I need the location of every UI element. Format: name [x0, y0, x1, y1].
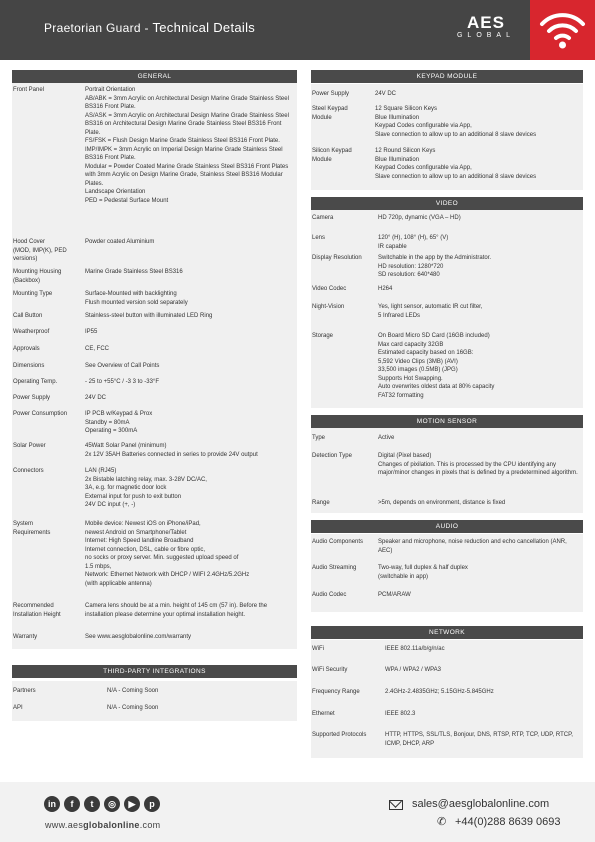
- website-prefix: www.aes: [45, 820, 84, 830]
- spec-label: API: [13, 705, 23, 711]
- spec-value: See www.aesglobalonline.com/warranty: [85, 634, 192, 640]
- spec-value: Two-way, full duplex & half duplex (switchable in app): [378, 565, 468, 580]
- spec-label: Steel Keypad Module: [312, 106, 348, 121]
- spec-value: IP55: [85, 329, 98, 335]
- spec-label: Weatherproof: [13, 329, 50, 335]
- spec-label: Audio Codec: [312, 592, 347, 598]
- logo-main-text: AES: [467, 13, 505, 32]
- doc-title: Technical Details: [152, 20, 256, 35]
- pinterest-icon[interactable]: p: [144, 796, 160, 812]
- spec-value: H264: [378, 286, 393, 292]
- spec-label: Partners: [13, 688, 36, 694]
- spec-value: 45Watt Solar Panel (minimum) 2x 12V 35AH Batteries connected in series to provide 24V output: [85, 443, 258, 458]
- mail-icon: [389, 800, 403, 810]
- title-separator: -: [140, 21, 153, 35]
- spec-value: - 25 to +55°C / -3 3 to -33°F: [85, 379, 160, 385]
- spec-label: Hood Cover (MOD, IMP(K), PED versions): [13, 239, 67, 262]
- spec-label: Connectors: [13, 468, 44, 474]
- spec-label: Recommended Installation Height: [13, 603, 61, 618]
- spec-label: WiFi: [312, 646, 324, 652]
- spec-label: Solar Power: [13, 443, 46, 449]
- spec-label: Camera: [312, 215, 334, 221]
- motion-section-title: MOTION SENSOR: [311, 415, 583, 428]
- spec-label: Night-Vision: [312, 304, 345, 310]
- spec-label: Approvals: [13, 346, 40, 352]
- third-party-section-title: THIRD-PARTY INTEGRATIONS: [12, 665, 297, 678]
- network-section-title: NETWORK: [311, 626, 583, 639]
- spec-value: IEEE 802.11a/b/g/n/ac: [385, 646, 445, 652]
- spec-label: Call Button: [13, 313, 43, 319]
- phone-number[interactable]: +44(0)288 8639 0693: [455, 816, 561, 828]
- spec-value: Marine Grade Stainless Steel BS316: [85, 269, 183, 275]
- spec-value: Stainless-steel button with illuminated LED Ring: [85, 313, 213, 319]
- spec-value: Camera lens should be at a min. height of 145 cm (57 in). Before the installation please determine your optimal installation height.: [85, 603, 268, 618]
- instagram-icon[interactable]: ◎: [104, 796, 120, 812]
- spec-label: Mounting Housing (Backbox): [13, 269, 62, 284]
- audio-section-title: AUDIO: [311, 520, 583, 533]
- facebook-icon[interactable]: f: [64, 796, 80, 812]
- spec-label: Warranty: [13, 634, 38, 640]
- spec-value: N/A - Coming Soon: [107, 705, 159, 711]
- website-bold: globalonline: [83, 820, 140, 830]
- website-suffix: .com: [139, 820, 161, 830]
- spec-value: See Overview of Call Points: [85, 363, 160, 369]
- spec-value: Portrait Orientation AB/ABK = 3mm Acrylic on Architectural Design Marine Grade Stainless Steel BS316 Front Plate. AS/ASK = 3mm Acrylic on Architectural Design Marine Grade Stainless Steel BS316 on Architectural Design Marine Grade Stainless Steel BS316 Front Plate. FS/FSK = Flush Design Marine Grade Stainless Steel BS316 Front Plate. IMP/IMPK = 3mm Acrylic on Imperial Design Marine Grade Stainless Steel BS316 Front Plate. Modular = Powder Coated Marine Grade Stainless Steel BS316 Front Plates with 3mm Acrylic on Design Marine Grade, Stainless Steel BS316 Modular Plates. Landscape Orientation PED = Pedestal Surface Mount: [85, 87, 289, 204]
- spec-value: Mobile device: Newest iOS on iPhone/iPad, newest Android on Smartphone/Tablet Internet: High Speed landline Broadband Internet connection, DSL, cable or fibre optic, no socks or proxy server. Min. suggested upload speed of 1.5 mbps, Network: Ethernet Network with DHCP / WIFI 2.4GHz/5.2GHz (with applicable antenna): [85, 521, 250, 587]
- spec-value: 2.4GHz-2.4835GHz; 5.15GHz-5.845GHz: [385, 689, 494, 695]
- spec-label: Video Codec: [312, 286, 347, 292]
- product-name: Praetorian Guard: [44, 21, 141, 35]
- spec-label: System Requirements: [13, 521, 51, 536]
- page-title: [44, 20, 255, 35]
- logo-sub-text: GLOBAL: [456, 32, 515, 39]
- spec-value: WPA / WPA2 / WPA3: [385, 667, 442, 673]
- spec-label: Ethernet: [312, 711, 335, 717]
- spec-value: Switchable in the app by the Administrator. HD resolution: 1280*720 SD resolution: 640*480: [378, 255, 492, 278]
- youtube-icon[interactable]: ▶: [124, 796, 140, 812]
- website-link[interactable]: [45, 820, 160, 830]
- spec-label: Display Resolution: [312, 255, 362, 261]
- spec-label: Detection Type: [312, 453, 352, 459]
- phone-icon: ✆: [437, 816, 447, 828]
- aes-logo: [455, 14, 517, 39]
- spec-label: Power Consumption: [13, 411, 68, 417]
- spec-label: Power Supply: [312, 91, 350, 97]
- spec-label: Frequency Range: [312, 689, 360, 695]
- spec-label: Power Supply: [13, 395, 51, 401]
- wifi-brand-tile: [530, 0, 595, 60]
- spec-label: Operating Temp.: [13, 379, 58, 385]
- spec-label: WiFi Security: [312, 667, 348, 673]
- spec-label: Mounting Type: [13, 291, 53, 297]
- spec-value: Speaker and microphone, noise reduction and echo cancellation (ANR, AEC): [378, 539, 567, 554]
- spec-value: IP PCB w/Keypad & Prox Standby = 80mA Operating = 300mA: [85, 411, 153, 434]
- spec-label: Type: [312, 435, 326, 441]
- spec-value: HD 720p, dynamic (VGA – HD): [378, 215, 461, 221]
- spec-value: 12 Square Silicon Keys Blue Illumination Keypad Codes configurable via App, Slave connection to allow up to an additional 8 slave devices: [375, 106, 537, 138]
- spec-label: Audio Streaming: [312, 565, 357, 571]
- spec-value: Surface-Mounted with backlighting Flush mounted version sold separately: [85, 291, 188, 306]
- video-section-title: VIDEO: [311, 197, 583, 210]
- spec-label: Lens: [312, 235, 326, 241]
- linkedin-icon[interactable]: in: [44, 796, 60, 812]
- spec-value: LAN (RJ45) 2x Bistable latching relay, max. 3-28V DC/AC, 3A, e.g. for magnetic door lock External input for push to exit button 24V DC input (+, -): [85, 468, 207, 508]
- spec-value: >5m, depends on environment, distance is fixed: [378, 500, 506, 506]
- email-link[interactable]: sales@aesglobalonline.com: [412, 798, 550, 810]
- spec-value: IEEE 802.3: [385, 711, 416, 717]
- spec-label: Range: [312, 500, 330, 506]
- twitter-icon[interactable]: t: [84, 796, 100, 812]
- spec-label: Storage: [312, 333, 334, 339]
- spec-label: Silicon Keypad Module: [312, 148, 352, 163]
- general-section-title: GENERAL: [12, 70, 297, 83]
- footer: [0, 782, 595, 842]
- spec-value: HTTP, HTTPS, SSL/TLS, Bonjour, DNS, RTSP, RTP, TCP, UDP, RTCP, ICMP, DHCP, ARP: [385, 732, 573, 747]
- spec-value: Digital (Pixel based) Changes of pixilation. This is processed by the CPU identifying any major/minor changes in pixels that is defined by a predetermined algorithm.: [378, 453, 578, 476]
- spec-value: CE, FCC: [85, 346, 109, 352]
- keypad-section-title: KEYPAD MODULE: [311, 70, 583, 83]
- spec-value: Yes, light sensor, automatic IR cut filter, 5 Infrared LEDs: [378, 304, 483, 319]
- spec-value: 12 Round Silicon Keys Blue Illumination Keypad Codes configurable via App, Slave connection to allow up to an additional 8 slave devices: [375, 148, 537, 180]
- spec-value: PCM/ARAW: [378, 592, 411, 598]
- spec-label: Dimensions: [13, 363, 45, 369]
- spec-value: 120° (H), 108° (H), 65° (V) IR capable: [378, 235, 449, 250]
- wifi-icon: [530, 0, 595, 60]
- spec-label: Audio Components: [312, 539, 364, 545]
- spec-value: Active: [378, 435, 395, 441]
- spec-label: Supported Protocols: [312, 732, 367, 738]
- spec-label: Front Panel: [13, 87, 45, 93]
- spec-value: On Board Micro SD Card (16GB included) Max card capacity 32GB Estimated capacity based on 16GB: 5,592 Video Clips (3MB) (AVI) 33,500 images (0.5MB) (JPG) Supports Hot Swapping. Auto overwrites oldest data at 80% capacity FAT32 formatting: [378, 333, 495, 399]
- spec-value: 24V DC: [375, 91, 397, 97]
- spec-value: Powder coated Aluminium: [85, 239, 155, 245]
- spec-value: N/A - Coming Soon: [107, 688, 159, 694]
- spec-value: 24V DC: [85, 395, 107, 401]
